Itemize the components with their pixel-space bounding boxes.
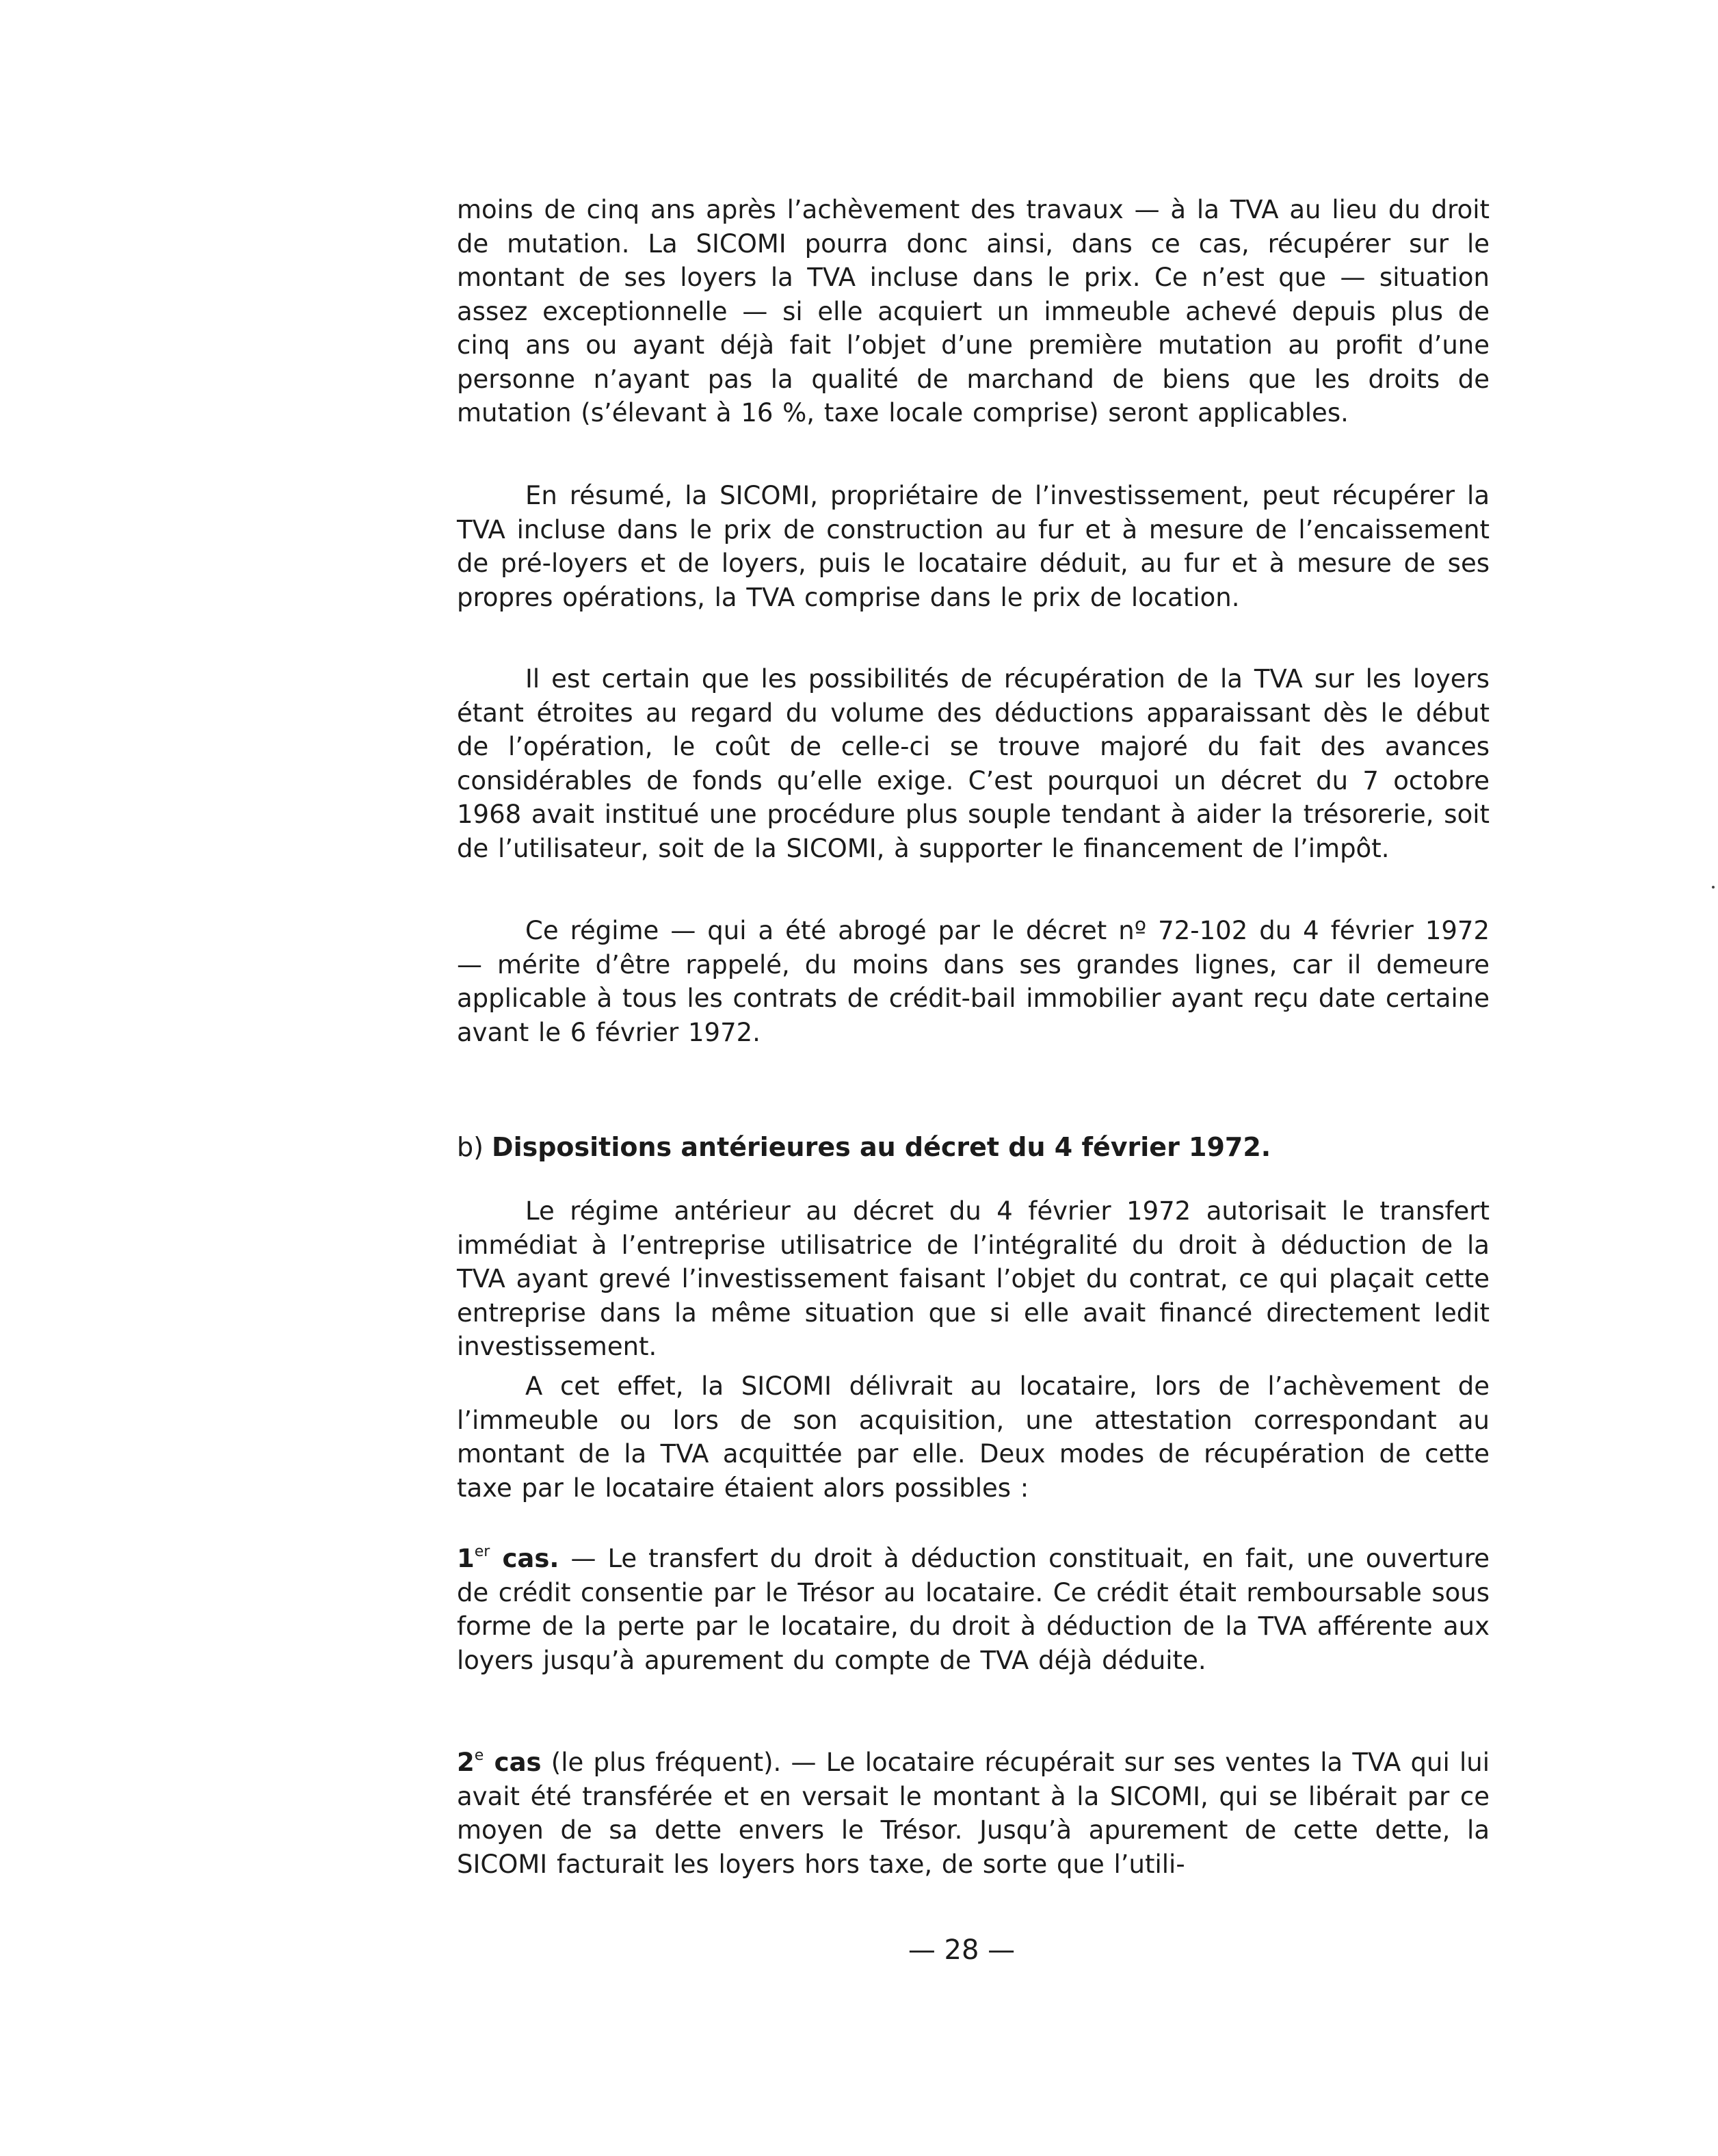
case-2-number: 2	[457, 1748, 475, 1777]
case-2-superscript: e	[474, 1747, 484, 1764]
section-heading-title: Dispositions antérieures au décret du 4 février 1972.	[492, 1132, 1271, 1162]
paragraph-4: Ce régime — qui a été abrogé par le décret nº 72-102 du 4 février 1972 — mérite d’être rappelé, du moins dans ses grandes lignes, car il demeure applicable à tous les contrats de crédit-bail immobilier ayant reçu date certaine avant le 6 février 1972.	[457, 916, 1490, 1047]
case-1-paragraph	[457, 1542, 1490, 1677]
case-2-label: cas	[484, 1748, 542, 1777]
case-1-superscript: er	[474, 1543, 490, 1560]
case-2-paragraph	[457, 1746, 1490, 1881]
case-2-text: (le plus fréquent). — Le locataire récupérait sur ses ventes la TVA qui lui avait été transférée et en versait le montant à la SICOMI, qui se libérait par ce moyen de sa dette envers le Trésor. Jusqu’à apurement de cette dette, la SICOMI facturait les loyers hors taxe, de sorte que l’utili-	[457, 1748, 1490, 1879]
paragraph-5: Le régime antérieur au décret du 4 février 1972 autorisait le transfert immédiat à l’entreprise utilisatrice de l’intégralité du droit à déduction de la TVA ayant grevé l’investissement faisant l’objet du contrat, ce qui plaçait cette entreprise dans la même situation que si elle avait financé directement ledit investissement.	[457, 1196, 1490, 1361]
section-heading	[457, 1130, 1490, 1164]
paragraph-1: moins de cinq ans après l’achèvement des travaux — à la TVA au lieu du droit de mutation. La SICOMI pourra donc ainsi, dans ce cas, récupérer sur le montant de ses loyers la TVA incluse dans le prix. Ce n’est que — situation assez exceptionnelle — si elle acquiert un immeuble achevé depuis plus de cinq ans ou ayant déjà fait l’objet d’une première mutation au profit d’une personne n’ayant pas la qualité de marchand de biens que les droits de mutation (s’élevant à 16 %, taxe locale comprise) seront applicables.	[457, 195, 1490, 428]
paragraph-6: A cet effet, la SICOMI délivrait au locataire, lors de l’achèvement de l’immeuble ou lors de son acquisition, une attestation correspondant au montant de la TVA acquittée par elle. Deux modes de récupération de cette taxe par le locataire étaient alors possibles :	[457, 1371, 1490, 1503]
page-number: — 28 —	[908, 1934, 1016, 1966]
scan-speck	[1712, 886, 1715, 889]
case-1-text: — Le transfert du droit à déduction constituait, en fait, une ouverture de crédit consentie par le Trésor au locataire. Ce crédit était remboursable sous forme de la perte par le locataire, du droit à déduction de la TVA afférente aux loyers jusqu’à apurement du compte de TVA déjà déduite.	[457, 1544, 1490, 1675]
case-1-number: 1	[457, 1544, 475, 1573]
case-1-label: cas.	[490, 1544, 559, 1573]
paragraph-3: Il est certain que les possibilités de récupération de la TVA sur les loyers étant étroites au regard du volume des déductions apparaissant dès le début de l’opération, le coût de celle-ci se trouve majoré du fait des avances considérables de fonds qu’elle exige. C’est pourquoi un décret du 7 octobre 1968 avait institué une procédure plus souple tendant à aider la trésorerie, soit de l’utilisateur, soit de la SICOMI, à supporter le financement de l’impôt.	[457, 664, 1490, 863]
section-heading-prefix: b)	[457, 1132, 484, 1162]
paragraph-2: En résumé, la SICOMI, propriétaire de l’investissement, peut récupérer la TVA incluse dans le prix de construction au fur et à mesure de l’encaissement de pré-loyers et de loyers, puis le locataire déduit, au fur et à mesure de ses propres opérations, la TVA comprise dans le prix de location.	[457, 481, 1490, 612]
